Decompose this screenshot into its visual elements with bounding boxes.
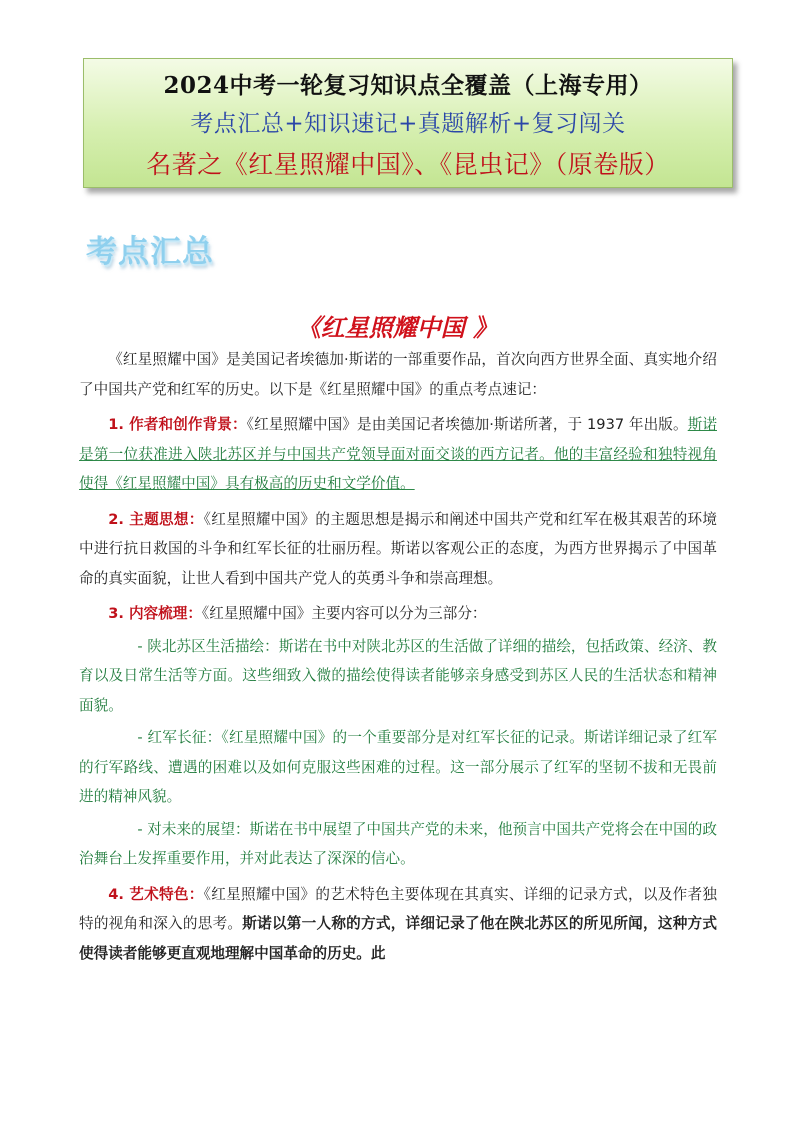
list-item: - 陕北苏区生活描绘：斯诺在书中对陕北苏区的生活做了详细的描绘，包括政策、经济、教育以及日常生活等方面。这些细致入微的描绘使得读者能够亲身感受到苏区人民的生活状态和精神面貌。 [79, 637, 717, 714]
section-logo-kaodian: 考点汇总 [86, 234, 214, 270]
banner-title-line3: 名著之《红星照耀中国》、《昆虫记》（原卷版） [146, 150, 670, 179]
section-text: 《红星照耀中国》的主题思想是揭示和阐述中国共产党和红军在极其艰苦的环境中进行抗日救国的斗争和红军长征的壮丽历程。斯诺以客观公正的态度，为西方世界揭示了中国革命的真实面貌，让世人看到中国共产党人的英勇斗争和崇高理想。 [79, 510, 717, 587]
section-heading: 1. 作者和创作背景： [108, 416, 247, 433]
section-author-background [79, 410, 717, 499]
title-banner [83, 58, 733, 188]
section-content-outline [79, 599, 717, 629]
section-theme [79, 505, 717, 594]
book-title: 《红星照耀中国 》 [296, 313, 498, 342]
list-item: - 对未来的展望：斯诺在书中展望了中国共产党的未来，他预言中国共产党将会在中国的政治舞台上发挥重要作用，并对此表达了深深的信心。 [79, 820, 717, 867]
bold-text: 斯诺以第一人称的方式，详细记录了他在陕北苏区的所见所闻，这种方式使得读者能够更直观地理解中国革命的历史。此 [79, 915, 717, 962]
section-text: 《红星照耀中国》主要内容可以分为三部分： [201, 605, 487, 622]
section-text: 《红星照耀中国》是由美国记者埃德加·斯诺所著，于 1937 年出版。 [246, 416, 688, 433]
section-heading: 4. 艺术特色： [108, 885, 204, 903]
list-item: - 红军长征：《红星照耀中国》的一个重要部分是对红军长征的记录。斯诺详细记录了红军的行军路线、遭遇的困难以及如何克服这些困难的过程。这一部分展示了红军的坚韧不拔和无畏前进的精神风貌。 [79, 729, 717, 805]
section-heading: 3. 内容梳理： [108, 605, 202, 622]
banner-title-line1: 2024中考一轮复习知识点全覆盖（上海专用） [163, 72, 653, 99]
banner-title-line2: 考点汇总+知识速记+真题解析+复习闯关 [190, 111, 626, 137]
section-text: 《红星照耀中国》的艺术特色主要体现在其真实、详细的记录方式，以及作者独特的视角和深入的思考。 [79, 885, 717, 932]
section-art-features [79, 880, 717, 969]
section-heading: 2. 主题思想： [108, 510, 204, 528]
highlight-text: 斯诺是第一位获准进入陕北苏区并与中国共产党领导面对面交谈的西方记者。他的丰富经验和独特视角使得《红星照耀中国》具有极高的历史和文学价值。 [79, 416, 717, 492]
article-body [79, 345, 717, 968]
intro-paragraph: 《红星照耀中国》是美国记者埃德加·斯诺的一部重要作品，首次向西方世界全面、真实地介绍了中国共产党和红军的历史。以下是《红星照耀中国》的重点考点速记： [79, 351, 717, 398]
